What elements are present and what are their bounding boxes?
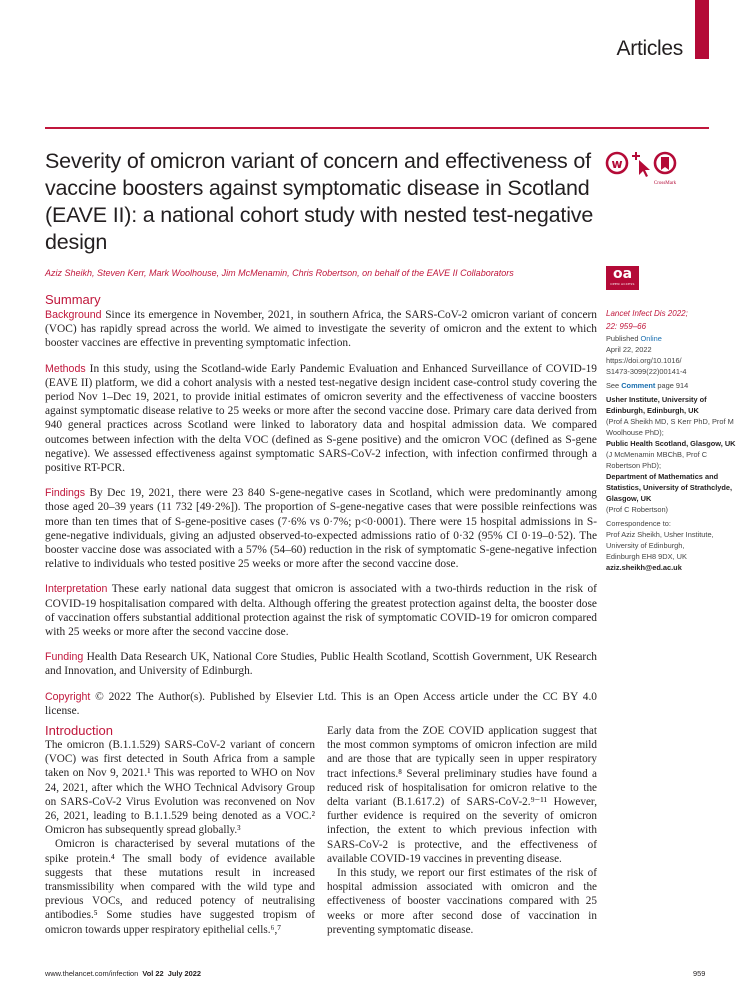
svg-text:CrossMark: CrossMark	[653, 181, 677, 186]
body-paragraph: Early data from the ZOE COVID application suggest that the most common symptoms of omicron infection are mild and are those that are typically seen in upper respiratory tract infections.⁸ Several preliminary studies have found a reduced risk of hospitalisation for omicron relative to the delta variant (B.1.617.2) of SARS-CoV-2.⁹⁻¹¹ However, further evidence is required on the severity of omicron infection, the extent to which previous infection with SARS-CoV-2 is protective, and the effectiveness of available COVID-19 vaccines in preventing disease.	[327, 725, 597, 865]
body-paragraph: In this study, we report our first estimates of the risk of hospital admission associated with omicron and the effectiveness of booster vaccinations compared with 25 weeks or more after second dose of vaccination in preventing symptomatic disease.	[327, 867, 597, 936]
see-comment: See Comment page 914	[606, 381, 689, 390]
affiliation-institution: Department of Mathematics and Statistics, University of Strathclyde, Glasgow, UK	[606, 472, 733, 503]
publication-info: Published Online April 22, 2022 https://doi.org/10.1016/ S1473-3099(22)00141-4	[606, 333, 741, 377]
article-title: Severity of omicron variant of concern and effectiveness of vaccine boosters against symptomatic disease in Scotland (EAVE II): a national cohort study with nested test-negative design	[45, 149, 594, 254]
introduction-column-2	[327, 724, 597, 937]
issue-date: July 2022	[167, 969, 201, 978]
affiliation-institution: Public Health Scotland, Glasgow, UK	[606, 439, 736, 448]
svg-text:w: w	[611, 157, 623, 171]
affiliation-people: (Prof A Sheikh MD, S Kerr PhD, Prof M Woolhouse PhD);	[606, 417, 734, 437]
introduction-column-1	[45, 723, 315, 937]
section-color-bar	[695, 0, 709, 59]
body-paragraph: Omicron is characterised by several mutations of the spike protein.⁴ The small body of evidence available suggests that these mutations result in increased transmissibility when compared with the wild type and previous VOCs, and reduced potency of neutralising antibodies.⁵ Some studies have suggested tropism of omicron towards upper respiratory epithelial cells.⁶,⁷	[45, 838, 315, 936]
journal-citation: Lancet Infect Dis 2022; 22: 959–66	[606, 309, 688, 331]
abstract-funding: Funding Health Data Research UK, National Core Studies, Public Health Scotland, Scottish Government, UK Research and Innovation, and University of Edinburgh.	[45, 651, 597, 678]
abstract-background: Background Since its emergence in November, 2021, in southern Africa, the SARS-CoV-2 omicron variant of concern (VOC) has rapidly spread across the world. We aimed to investigate the severity of omicron and the extent to which booster vaccines are effective in preventing symptomatic infection.	[45, 309, 598, 350]
doi-link[interactable]: https://doi.org/10.1016/ S1473-3099(22)00141-4	[606, 356, 687, 376]
article-sidebar	[606, 307, 741, 576]
correspondence: Correspondence to: Prof Aziz Sheikh, Usher Institute, University of Edinburgh, Edinburgh EH8 9DX, UK aziz.sheikh@ed.ac.uk	[606, 519, 714, 572]
altmetric-w-icon[interactable]	[607, 153, 627, 173]
comment-link[interactable]: Comment	[621, 381, 656, 390]
page-number: 959	[693, 969, 706, 978]
page-footer	[45, 969, 201, 978]
crossmark-icon[interactable]	[654, 153, 677, 186]
introduction-heading: Introduction	[45, 723, 113, 738]
section-label: Articles	[616, 37, 683, 60]
published-online-link[interactable]: Online	[640, 334, 662, 343]
article-tools	[605, 148, 675, 188]
header-divider	[45, 127, 709, 129]
volume: Vol 22	[142, 969, 164, 978]
journal-url[interactable]: www.thelancet.com/infection	[45, 969, 139, 978]
affiliation-institution: Usher Institute, University of Edinburgh, Edinburgh, UK	[606, 395, 707, 415]
affiliation-people: (Prof C Robertson)	[606, 505, 669, 514]
author-list: Aziz Sheikh, Steven Kerr, Mark Woolhouse, Jim McMenamin, Chris Robertson, on behalf of the EAVE II Collaborators	[45, 268, 514, 278]
abstract-findings: Findings By Dec 19, 2021, there were 23 840 S-gene-negative cases in Scotland, which were predominantly among those aged 20–39 years (11 732 [49·2%]). The proportion of S-gene-negative cases that were possible reinfections was more than ten times that of S-gene-positive cases (7·6% vs 0·7%; p<0·0001). There were 15 hospital admissions in S-gene-negative individuals, giving an adjusted observed-to-expected admissions ratio of 0·32 (95% CI 0·19–0·52). The booster vaccine dose was associated with a 57% (54–60) reduction in the risk of symptomatic S-gene-negative infection relative to individuals who tested positive 25 weeks or more after the second vaccine dose.	[45, 487, 597, 571]
correspondence-email[interactable]: aziz.sheikh@ed.ac.uk	[606, 563, 682, 572]
open-access-badge	[606, 266, 639, 290]
affiliations	[606, 394, 741, 515]
oa-sub-label: OPEN ACCESS	[610, 282, 635, 286]
abstract-methods: Methods In this study, using the Scotland-wide Early Pandemic Evaluation and Enhanced Surveillance of COVID-19 (EAVE II) platform, we did a cohort analysis with a nested test-negative design incident case-control study covering the period Nov 1–Dec 19, 2021, to provide initial estimates of omicron severity and the effectiveness of vaccine boosters against symptomatic disease relative to 25 weeks or more after the second vaccine dose. Primary care data derived from 940 general practices across Scotland were linked to laboratory data and hospital admission data. We compared outcomes between infection with the delta VOC (defined as S-gene positive) and the omicron VOC (defined as S-gene negative). We assessed effectiveness against symptomatic SARS-CoV-2 infection, with infection confirmed through a positive RT-PCR.	[45, 362, 597, 475]
add-to-mendeley-cursor-icon[interactable]	[632, 152, 650, 177]
summary-heading: Summary	[45, 292, 101, 307]
oa-label: oa	[612, 266, 633, 282]
abstract-interpretation: Interpretation These early national data suggest that omicron is associated with a two-thirds reduction in the risk of COVID-19 hospitalisation compared with delta. Although offering the greatest protection against delta, the booster dose of vaccination offers substantial additional protection against the risk of symptomatic COVID-19 for omicron compared with 25 weeks or more after the second vaccine dose.	[45, 583, 597, 639]
abstract-copyright: Copyright © 2022 The Author(s). Published by Elsevier Ltd. This is an Open Access article under the CC BY 4.0 license.	[45, 690, 597, 717]
affiliation-people: (J McMenamin MBChB, Prof C Robertson PhD);	[606, 450, 708, 470]
body-paragraph: The omicron (B.1.1.529) SARS-CoV-2 variant of concern (VOC) was first detected in South Africa from a sample taken on Nov 9, 2021.¹ This was reported to WHO on Nov 24, 2021, after which the WHO Technical Advisory Group on SARS-CoV-2 Virus Evolution was reconvened on Nov 26, 2021, leading to B.1.1.529 being denoted as a VOC.² Omicron has subsequently spread globally.³	[45, 739, 315, 837]
abstract-summary	[45, 292, 597, 729]
